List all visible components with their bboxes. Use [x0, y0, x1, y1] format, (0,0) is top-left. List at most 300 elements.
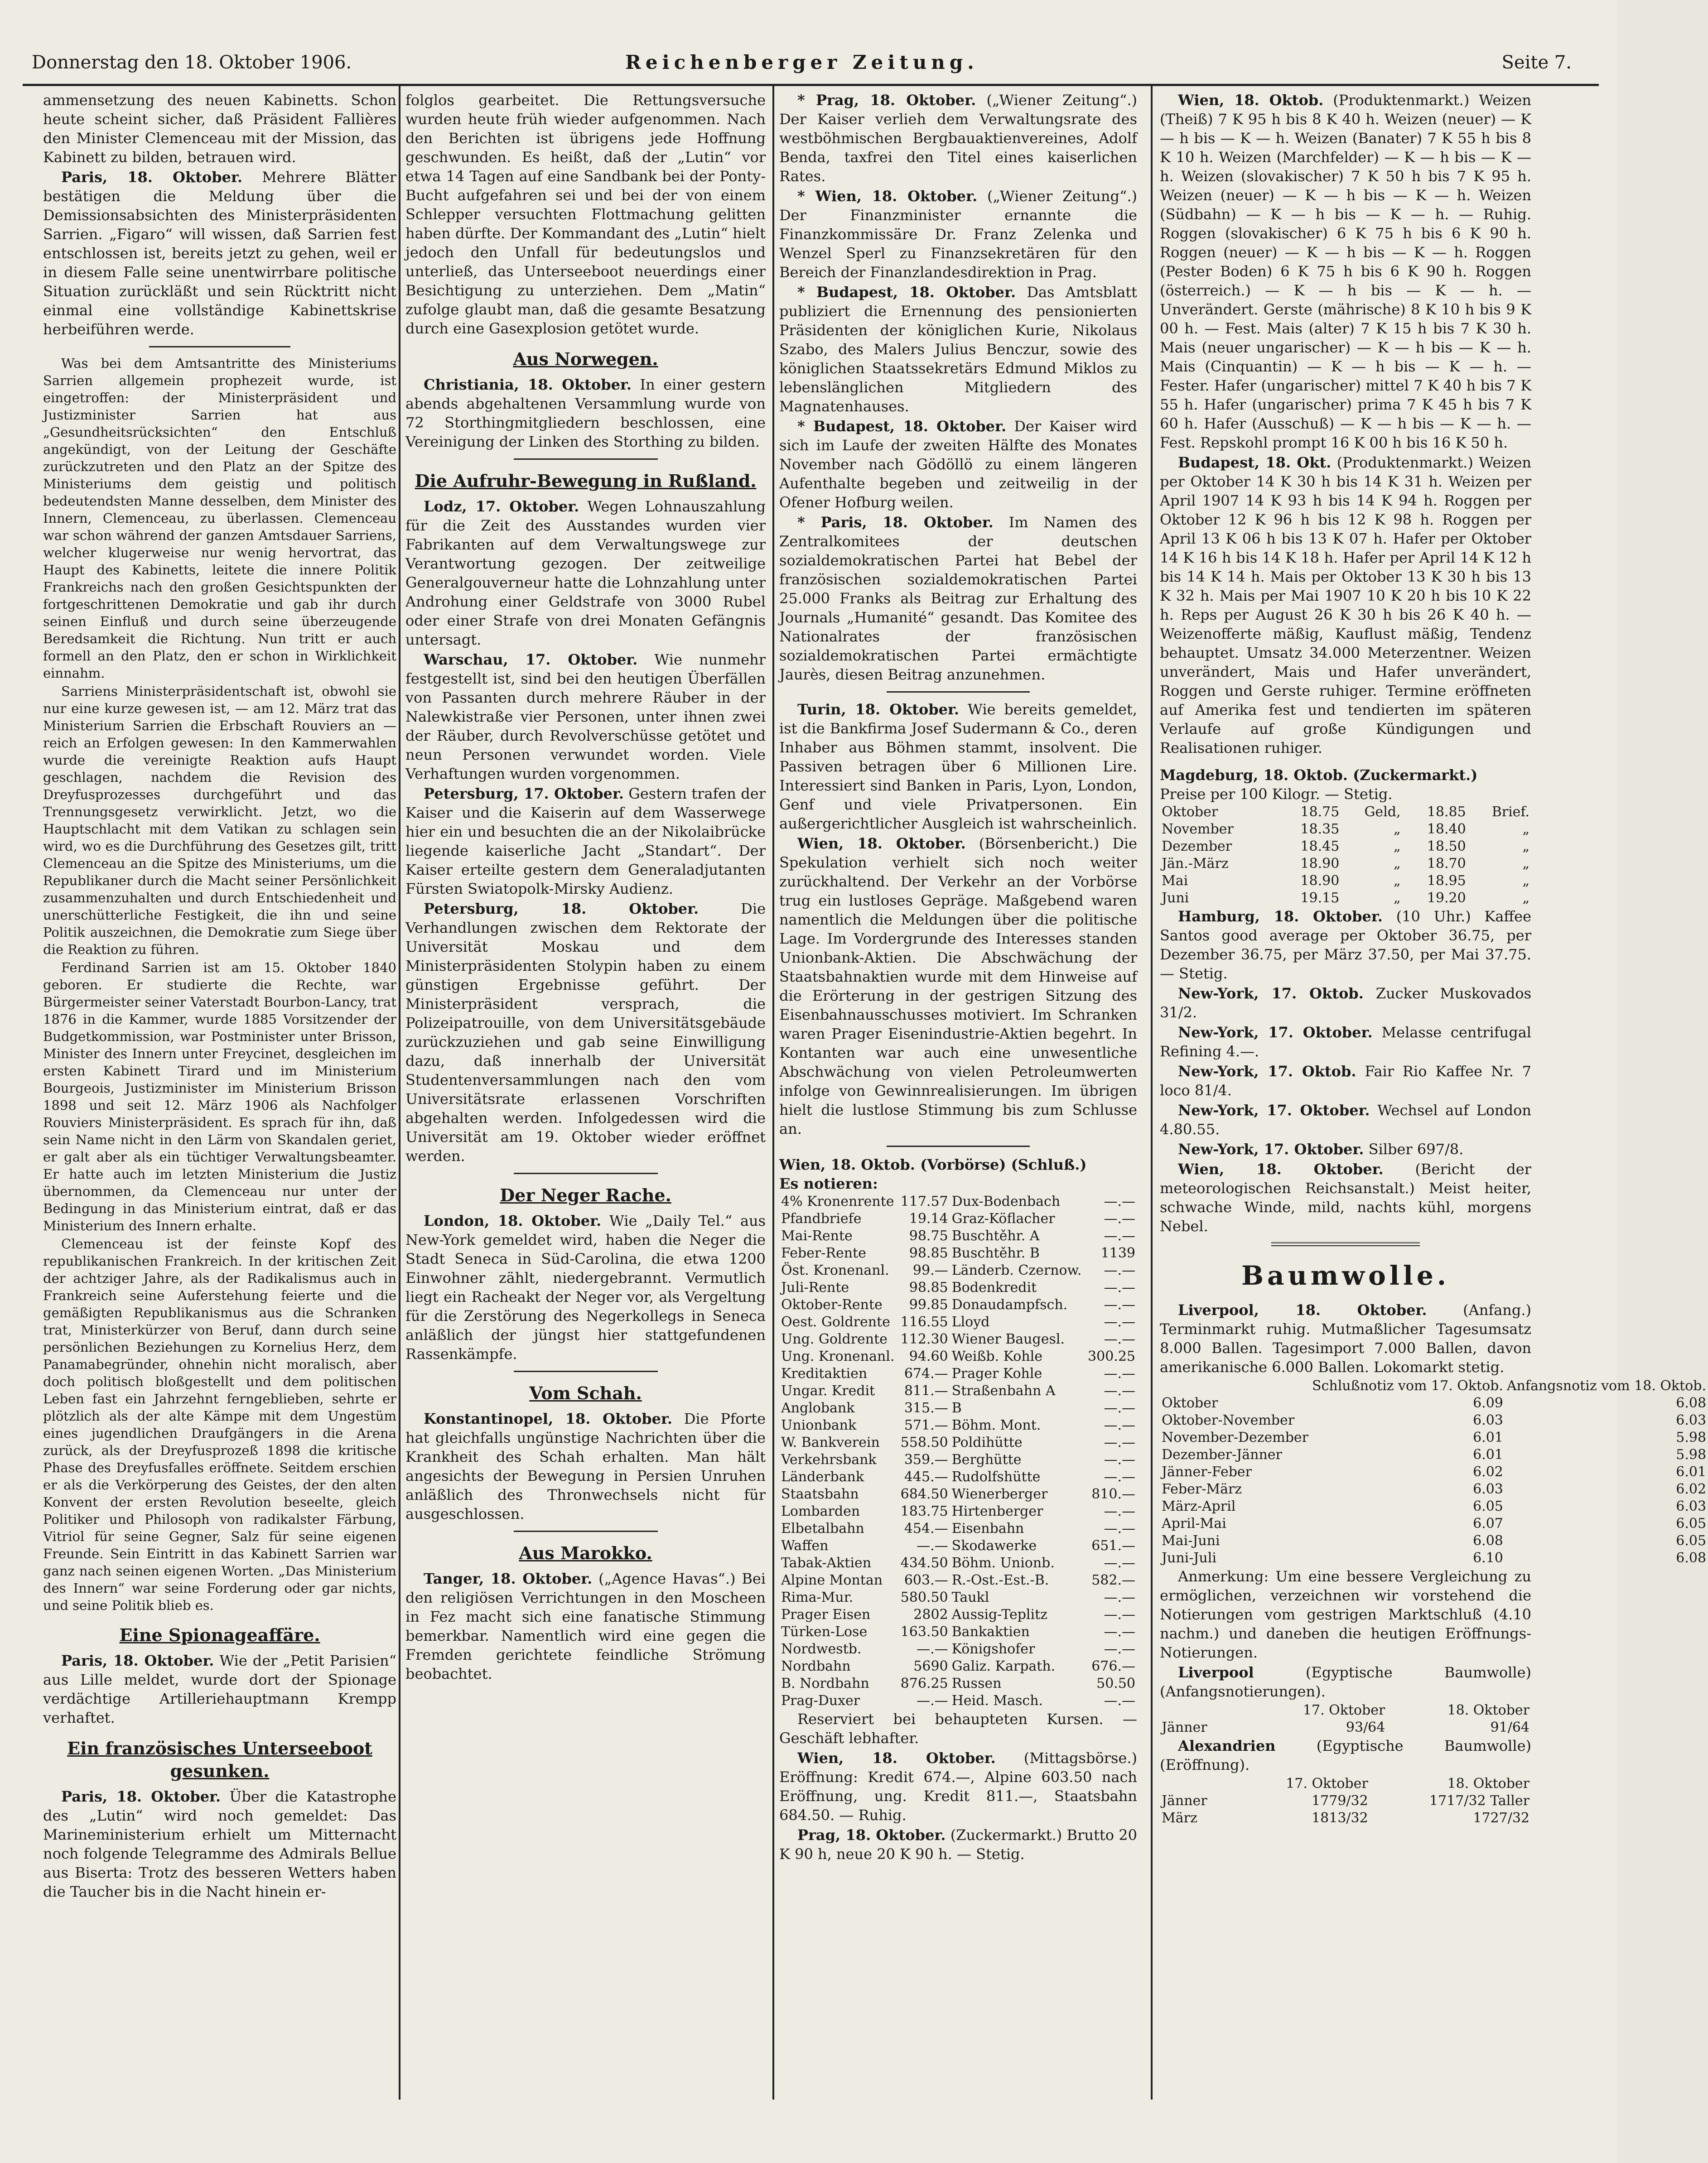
- table-cell: 6.02: [1676, 1481, 1707, 1497]
- article-paragraph: [779, 1749, 1137, 1825]
- article-text: Wechsel auf London 4.80.55.: [1160, 1102, 1532, 1138]
- table-cell: Wiener Baugesl.: [951, 1331, 1065, 1347]
- table-row: [779, 1692, 1137, 1710]
- table-header-cell: 18. Oktober: [1447, 1776, 1529, 1792]
- separator: [514, 1531, 658, 1532]
- table-cell: —.—: [917, 1693, 948, 1709]
- table-cell: Donaudampfsch.: [951, 1297, 1068, 1313]
- egyptian-cotton-table: [1160, 1775, 1531, 1827]
- dateline: Wien, 18. Oktob.: [1178, 92, 1324, 109]
- table-cell: Oktober: [1162, 1395, 1218, 1411]
- table-row: [779, 1279, 1137, 1296]
- table-row: [779, 1658, 1137, 1675]
- dateline: Lodz, 17. Oktober.: [424, 498, 579, 515]
- article-text: (Mittagsbörse.) Eröffnung: Kredit 674.—, Alpine 603.50 nach Eröffnung, ung. Kredit 811.—, Staatsbahn 684.50. — Ruhig.: [779, 1749, 1138, 1824]
- table-cell: —.—: [1104, 1331, 1135, 1347]
- table-cell: 1727/32: [1473, 1810, 1529, 1826]
- article-paragraph: Reserviert bei behaupteten Kursen. — Geschäft lebhafter.: [779, 1710, 1137, 1747]
- table-cell: 91/64: [1490, 1720, 1529, 1735]
- table-cell: —.—: [1104, 1641, 1135, 1657]
- table-cell: Unionbank: [781, 1417, 857, 1433]
- table-cell: —.—: [1104, 1590, 1135, 1605]
- table-row: [779, 1245, 1137, 1262]
- column-rule: [772, 86, 774, 2100]
- article-text: (Bericht der meteorologischen Reichsanstalt.) Meist heiter, schwache Winde, mild, nachts kühl, morgens Nebel.: [1160, 1161, 1532, 1235]
- table-cell: Prager Kohle: [951, 1366, 1042, 1382]
- table-row: [779, 1675, 1137, 1692]
- table-cell: März: [1162, 1810, 1197, 1826]
- table-cell: 94.60: [909, 1349, 948, 1364]
- article-text: Wie „Daily Tel.“ aus New-York gemeldet wird, haben die Neger die Stadt Seneca in Süd-Carolina, die etwa 1200 Einwohner zählt, niedergebrannt. Vermutlich liegt ein Racheakt der Neger vor, als Vergeltung für die Zerstörung des Negerkollegs in Seneca anläßlich der jüngst hier stattgefundenen Rassenkämpfe.: [405, 1212, 766, 1363]
- table-cell: Straßenbahn A: [951, 1383, 1056, 1399]
- dateline: Hamburg, 18. Oktober.: [1178, 908, 1383, 925]
- article-paragraph: [1160, 1101, 1531, 1139]
- table-cell: 18.95: [1427, 873, 1466, 889]
- table-cell: Eisenbahn: [951, 1521, 1024, 1537]
- article-paragraph: [779, 1826, 1137, 1864]
- table-row: [779, 1400, 1137, 1417]
- table-cell: Brief.: [1491, 804, 1529, 820]
- article-paragraph: Clemenceau ist der feinste Kopf des republikanischen Frankreich. In der kritischen Zeit der achtziger Jahre, als der Radikalismus auch in Frankreich seine Auferstehung feierte und die gemäßigten Republikanismus aus die Schranken trat, Ministerkürzer von Beruf, dann durch seine persönlichen Beziehungen zu Kornelius Herz, dem Panamabegründer, ohnehin nicht moralisch, aber doch politisch bloßgestellt und dem politischen Leben fast ein Jahrzehnt ferngeblieben, sehrte er plötzlich als der alte Kämpe mit dem Ungestüm eines jugendlichen Draufgängers in die Arena zurück, als der Dreyfusprozeß 1898 die kritische Phase des Dreyfusfalles eröffnete. Seitdem erschien er als die Verkörperung des Geistes, der den alten Konvent der ersten Revolution beseelte, gleich Politiker und Philosoph von radikalster Färbung, Vitriol für seine Gegner, Salz für seine eigenen Freunde. Sein Eintritt in das Kabinett Sarrien war ganz nach seinen eigenen Worten. „Das Ministerium des Innern“ war seine Forderung oder gar nichts, und seine Politik blieb es.: [43, 1236, 396, 1613]
- table-cell: Pfandbriefe: [781, 1211, 862, 1227]
- egyptian-cotton-table: [1160, 1702, 1531, 1736]
- dateline: Paris, 18. Oktober.: [61, 1788, 221, 1805]
- table-row: [779, 1451, 1137, 1469]
- table-cell: Buschtěhr. A: [951, 1228, 1040, 1244]
- table-cell: —.—: [1104, 1469, 1135, 1485]
- separator: [887, 1146, 1030, 1147]
- table-cell: —.—: [1104, 1521, 1135, 1537]
- table-row: [1160, 838, 1531, 855]
- table-cell: „: [1522, 838, 1529, 854]
- table-cell: Bodenkredit: [951, 1280, 1037, 1296]
- table-cell: —.—: [1104, 1624, 1135, 1640]
- table-cell: März-April: [1162, 1498, 1236, 1514]
- table-cell: 6.03: [1676, 1498, 1707, 1514]
- article-text: (Produktenmarkt.) Weizen (Theiß) 7 K 95 h bis 8 K 40 h. Weizen (neuer) — K — h bis — K — h. Weizen (Banater) 7 K 55 h bis 8 K 10 h. Weizen (Marchfelder) — K — h bis — K — h. Weizen (slovakischer) 7 K 50 h bis 7 K 95 h. Weizen (neuer) — K — h bis — K — h. Weizen (Südbahn) — K — h bis — K — h. — Ruhig. Roggen (slovakischer) 6 K 75 h bis 6 K 90 h. Roggen (neuer) — K — h bis — K — h. Roggen (Pester Boden) 6 K 75 h bis 6 K 90 h. Roggen (österreich.) — K — h bis — K — h. — Unverändert. Gerste (mährische) 8 K 10 h bis 9 K 00 h. — Fest. Mais (alter) 7 K 15 h bis 7 K 30 h. Mais (neuer ungarischer) — K — h bis — K — h. Mais (Cinquantin) — K — h bis — K — h. — Fester. Hafer (ungarischer) mittel 7 K 40 h bis 7 K 55 h. Hafer (ungarischer) prima 7 K 45 h bis 7 K 60 h. Hafer (Ausschuß) — K — h bis — K — h. — Fest. Repskohl prompt 16 K 00 h bis 16 K 50 h.: [1160, 92, 1532, 451]
- article-text: (Börsenbericht.) Die Spekulation verhielt sich noch weiter zurückhaltend. Der Verkehr an der Vorbörse trug ein lustloses Gepräge. Maßgebend waren namentlich die Meldungen über die politische Lage. Im Vordergrunde des Interesses standen Unionbank-Aktien. Die Abschwächung der Staatsbahnaktien wurde mit dem Hinweise auf die Erörterung in der gestrigen Sitzung des Eisenbahnausschusses motiviert. Im Schranken waren Prager Eisenindustrie-Aktien begehrt. In Kontanten war auch eine unwesentliche Abschwächung von vielen Petroleumwerten infolge von Gewinnrealisierungen. Im übrigen hielt die lustlose Stimmung bis zum Schlusse an.: [779, 835, 1138, 1137]
- table-cell: Oktober-November: [1162, 1412, 1295, 1428]
- cotton-table: [1160, 1378, 1708, 1567]
- header-date: Donnerstag den 18. Oktober 1906.: [32, 52, 352, 73]
- table-cell: —.—: [1104, 1607, 1135, 1623]
- exchange-subheading: Es notieren:: [779, 1175, 878, 1192]
- table-row: [779, 1623, 1137, 1641]
- masthead: Reichenberger Zeitung.: [625, 51, 979, 73]
- dateline: * Paris, 18. Oktober.: [797, 514, 994, 531]
- article-paragraph: [405, 1409, 766, 1523]
- table-cell: 93/64: [1346, 1720, 1385, 1735]
- table-cell: 810.—: [1091, 1486, 1135, 1502]
- table-cell: —.—: [1104, 1280, 1135, 1296]
- table-cell: Lombarden: [781, 1503, 860, 1519]
- table-cell: Jänner-Feber: [1162, 1464, 1252, 1480]
- table-cell: Länderbank: [781, 1469, 864, 1485]
- article-paragraph: [779, 417, 1137, 512]
- article-text: Wegen Lohnauszahlung für die Zeit des Ausstandes wurden vier Fabrikanten auf dem Verwaltungswege zur Verantwortung gezogen. Der zeitweilige Generalgouverneur hatte die Lohnzahlung unter Androhung einer Geldstrafe von 3000 Rubel oder einer Strafe von drei Monaten Gefängnis untersagt.: [405, 498, 766, 648]
- table-cell: —.—: [1104, 1452, 1135, 1468]
- table-cell: 6.03: [1676, 1412, 1707, 1428]
- dateline: New-York, 17. Oktob.: [1178, 1063, 1356, 1080]
- article-paragraph: [1160, 1140, 1531, 1159]
- table-row: [779, 1572, 1137, 1589]
- table-cell: 5.98: [1676, 1430, 1707, 1445]
- table-row: [779, 1503, 1137, 1520]
- table-header-cell: [1160, 1378, 1310, 1395]
- article-paragraph: [43, 168, 396, 339]
- table-cell: W. Bankverein: [781, 1435, 880, 1450]
- table-cell: Feber-Rente: [781, 1245, 866, 1261]
- table-cell: 99.—: [912, 1262, 948, 1278]
- table-cell: 1717/32 Taller: [1429, 1793, 1529, 1809]
- page-header: [23, 48, 1599, 84]
- table-cell: Böhm. Unionb.: [951, 1555, 1055, 1571]
- table-cell: —.—: [1104, 1211, 1135, 1227]
- table-cell: Anglobank: [781, 1400, 855, 1416]
- table-row: [779, 1348, 1137, 1365]
- table-cell: 6.10: [1473, 1550, 1503, 1566]
- table-cell: Poldihütte: [951, 1435, 1023, 1450]
- table-row: [779, 1365, 1137, 1383]
- column-rule: [399, 86, 400, 2100]
- table-cell: 811.—: [904, 1383, 948, 1399]
- table-cell: Prager Eisen: [781, 1607, 871, 1623]
- table-cell: Dezember: [1162, 838, 1232, 854]
- table-cell: 117.57: [900, 1194, 948, 1209]
- table-cell: —.—: [917, 1538, 948, 1554]
- table-cell: Skodawerke: [951, 1538, 1037, 1554]
- table-cell: Kreditaktien: [781, 1366, 868, 1382]
- table-row: [1160, 872, 1531, 890]
- separator: [514, 1371, 658, 1372]
- article-paragraph: [1160, 1301, 1531, 1377]
- separator: [149, 346, 290, 347]
- separator: [514, 458, 658, 460]
- table-cell: 99.85: [909, 1297, 948, 1313]
- separator: [514, 1173, 658, 1174]
- section-heading: Vom Schah.: [529, 1383, 642, 1403]
- dateline: Petersburg, 17. Oktober.: [424, 785, 624, 802]
- table-cell: Mai-Juni: [1162, 1533, 1220, 1549]
- table-row: [1160, 1719, 1531, 1736]
- article-text: Melasse centrifugal Refining 4.—.: [1160, 1024, 1532, 1060]
- table-cell: 684.50: [900, 1486, 948, 1502]
- table-cell: Prag-Duxer: [781, 1693, 860, 1709]
- dateline: New-York, 17. Oktober.: [1178, 1024, 1373, 1041]
- dateline: * Budapest, 18. Oktober.: [797, 418, 1007, 435]
- column-1: [43, 91, 396, 2145]
- article-text: Mehrere Blätter bestätigen die Meldung über die Demissionsabsichten des Ministerpräsidenten Sarrien. „Figaro“ will wissen, daß Sarrien fest entschlossen ist, bereits jetzt zu gehen, weil er in diesem Falle seine unentwirrbare politische Situation zurückläßt und sein Rücktritt nicht einmal eine vollständige Kabinettskrise herbeiführen werde.: [43, 169, 396, 338]
- table-cell: 651.—: [1091, 1538, 1135, 1554]
- dateline: Konstantinopel, 18. Oktober.: [424, 1410, 673, 1427]
- table-cell: Geld,: [1364, 804, 1401, 820]
- exchange-heading: Wien, 18. Oktob. (Vorbörse) (Schluß.): [779, 1156, 1087, 1173]
- table-cell: B. Nordbahn: [781, 1676, 869, 1691]
- table-cell: —.—: [1104, 1297, 1135, 1313]
- article-paragraph: [1160, 907, 1531, 983]
- article-text: Silber 697/8.: [1368, 1141, 1464, 1158]
- article-paragraph: [1160, 1736, 1531, 1774]
- table-cell: 6.03: [1473, 1412, 1503, 1428]
- table-cell: Dezember-Jänner: [1162, 1447, 1282, 1463]
- table-cell: 116.55: [900, 1314, 948, 1330]
- article-paragraph: Ferdinand Sarrien ist am 15. Oktober 1840 geboren. Er studierte die Rechte, war Bürgermeister seiner Vaterstadt Bourbon-Lancy, trat 1876 in die Kammer, wurde 1885 Vorsitzender der Budgetkommission, war Postminister unter Brisson, Minister des Innern unter Freycinet, desgleichen im ersten Kabinett Tirard und im Ministerium Bourgeois, Justizminister im Ministerium Brisson 1898 und seit 12. März 1906 als Nachfolger Rouviers Ministerpräsident. Es sprach für ihn, daß sein Name nicht in den Lärm von Skandalen geriet, er galt aber als ein tüchtiger Verwaltungsbeamter. Er hatte auch im letzten Ministerium die Justiz übernommen, da Clemenceau nur unter der Bedingung in das Ministerium eintrat, daß er das Ministerium des Innern erhalte.: [43, 960, 396, 1233]
- article-text: Über die Katastrophe des „Lutin“ wird noch gemeldet: Das Marineministerium erhielt um Mitternacht noch folgende Telegramme des Admirals Bellue aus Biserta: Trotz des besseren Wetters haben die Taucher bis in die Nacht hinein er-: [43, 1788, 396, 1900]
- table-row: [779, 1537, 1137, 1555]
- table-cell: —.—: [1104, 1503, 1135, 1519]
- table-cell: 315.—: [904, 1400, 948, 1416]
- dateline: Wien, 18. Oktober.: [797, 1749, 996, 1767]
- table-header-cell: Schlußnotiz vom 17. Oktob.: [1312, 1378, 1503, 1394]
- dateline: Warschau, 17. Oktober.: [424, 651, 638, 668]
- section-heading: Der Neger Rache.: [500, 1185, 671, 1205]
- exchange-table: [779, 1193, 1137, 1710]
- table-cell: Lloyd: [951, 1314, 990, 1330]
- table-cell: —.—: [1104, 1693, 1135, 1709]
- table-row: [1160, 821, 1531, 838]
- table-cell: Waffen: [781, 1538, 829, 1554]
- table-cell: 571.—: [904, 1417, 948, 1433]
- table-cell: —.—: [1104, 1435, 1135, 1450]
- table-cell: 1779/32: [1312, 1793, 1368, 1809]
- table-cell: Dux-Bodenbach: [951, 1194, 1061, 1209]
- table-row: [1160, 1792, 1531, 1810]
- article-text: („Agence Havas“.) Bei den religiösen Verrichtungen in den Moscheen in Fez macht sich eine fanatische Stimmung bemerkbar. Namentlich wird eine gegen die Fremden gerichtete feindliche Strömung beobachtet.: [405, 1570, 766, 1682]
- table-row: [1160, 1810, 1531, 1827]
- table-cell: Oktober-Rente: [781, 1297, 883, 1313]
- article-paragraph: [779, 283, 1137, 416]
- table-cell: Rima-Mur.: [781, 1590, 854, 1605]
- table-cell: 18.70: [1427, 856, 1466, 872]
- article-text: Wie bereits gemeldet, ist die Bankfirma Josef Sudermann & Co., deren Inhaber aus Böhmen stammt, insolvent. Die Passiven betragen über 6 Millionen Lire. Interessiert sind Banken in Paris, Lyon, London, Genf und viele Privatpersonen. Ein außergerichtlicher Ausgleich ist wahrscheinlich.: [779, 701, 1138, 832]
- article-text: (10 Uhr.) Kaffee Santos good average per Oktober 36.75, per Dezember 36.75, per März 37.50, per Mai 37.75. — Stetig.: [1160, 908, 1532, 982]
- table-cell: Rudolfshütte: [951, 1469, 1041, 1485]
- table-cell: R.-Ost.-Est.-B.: [951, 1572, 1049, 1588]
- table-row: [779, 1228, 1137, 1245]
- table-header-cell: 17. Oktober: [1286, 1776, 1368, 1792]
- table-cell: Juni: [1162, 890, 1189, 906]
- table-cell: Taukl: [951, 1590, 989, 1605]
- article-text: Die Verhandlungen zwischen dem Rektorate der Universität Moskau und dem Ministerpräsidenten Stolypin haben zu einem günstigen Ergebnisse geführt. Der Ministerpräsident versprach, die Polizeipatrouille, von dem Universitätsgebäude zurückzuziehen und gab seine Einwilligung dazu, daß innerhalb der Universität Studentenversammlungen nach den vom Universitätsrate erlassenen Vorschriften abgehalten werden. Infolgedessen wird die Universität am 19. Oktober wieder eröffnet werden.: [405, 900, 766, 1165]
- table-cell: Heid. Masch.: [951, 1693, 1043, 1709]
- table-cell: 2802: [913, 1607, 948, 1623]
- table-cell: —.—: [1104, 1314, 1135, 1330]
- table-cell: Jänner: [1162, 1793, 1207, 1809]
- table-cell: 1813/32: [1312, 1810, 1368, 1826]
- article-paragraph: [1160, 1160, 1531, 1236]
- table-cell: 300.25: [1088, 1349, 1135, 1364]
- article-text: (Egyptische Baumwolle) (Anfangsnotierungen).: [1160, 1664, 1531, 1700]
- table-row: [1160, 804, 1531, 821]
- table-cell: Juni-Juli: [1162, 1550, 1216, 1566]
- table-cell: 6.03: [1473, 1481, 1503, 1497]
- table-cell: 6.08: [1473, 1533, 1503, 1549]
- dateline: Prag, 18. Oktober.: [797, 1826, 946, 1844]
- article-text: (Produktenmarkt.) Weizen per Oktober 14 K 30 h bis 14 K 31 h. Weizen per April 1907 14 K 93 h bis 14 K 94 h. Roggen per Oktober 12 K 96 h bis 12 K 98 h. Roggen per April 13 K 06 h bis 13 K 07 h. Hafer per Oktober 14 K 16 h bis 14 K 18 h. Hafer per April 14 K 12 h bis 14 K 14 h. Mais per Oktober 13 K 30 h bis 13 K 32 h. Mais per Mai 1907 10 K 20 h bis 10 K 22 h. Reps per August 26 K 30 h bis 26 K 40 h. — Weizenofferte mäßig, Kauflust mäßig, Tendenz behauptet. Umsatz 34.000 Meterzentner. Weizen unverändert, Mais und Hafer unverändert, Roggen und Gerste ruhiger. Termine eröffneten auf Amerika fest und tendierten im späteren Verlaufe auf große Kündigungen und Realisationen ruhiger.: [1160, 454, 1531, 756]
- table-row: [779, 1606, 1137, 1623]
- column-2: [405, 91, 766, 2145]
- column-rule: [1151, 86, 1153, 2100]
- separator: [1271, 1242, 1420, 1246]
- table-row: [1160, 1446, 1708, 1464]
- article-text: Das Amtsblatt publiziert die Ernennung des pensionierten Präsidenten der königlichen Kurie, Nikolaus Szabo, des Malers Julius Benczur, sowie des königlichen Staatssekretärs Edmund Miklos zu lebenslänglichen Mitgliedern des Magnatenhauses.: [779, 284, 1138, 415]
- dateline: Liverpool, 18. Oktober.: [1178, 1301, 1427, 1319]
- table-header-cell: 17. Oktober: [1303, 1702, 1385, 1718]
- article-paragraph: Was bei dem Amtsantritte des Ministeriums Sarrien allgemein prophezeit wurde, ist eingetroffen: der Ministerpräsident und Justizminister Sarrien hat aus „Gesundheitsrücksichten“ den Entschluß angekündigt, von der Leitung der Geschäfte zurückzutreten und den Platz an der Spitze des Ministeriums dem geistig und politisch bedeutendsten Manne desselben, dem Minister des Innern, Clemenceau, zu überlassen. Clemenceau war schon während der ganzen Amtsdauer Sarriens, welcher klugerweise nur wenig hervortrat, das Haupt des Kabinetts, leitete die innere Politik Frankreichs nach den großen Gesichtspunkten der fortgeschrittenen Demokratie und gab ihr durch seinen Einfluß und durch seine überzeugende Beredsamkeit die Richtung. Nun tritt er auch formell an den Platz, den er schon in Wirklichkeit einnahm.: [43, 356, 396, 681]
- article-text: In einer gestern abends abgehaltenen Versammlung wurde von 72 Storthingmitgliedern beschlossen, eine Vereinigung der Linken des Storthing zu bilden.: [405, 376, 766, 450]
- table-header-row: [1160, 1702, 1531, 1719]
- table-row: [1160, 1395, 1708, 1412]
- table-cell: Nordbahn: [781, 1658, 851, 1674]
- table-cell: 582.—: [1091, 1572, 1135, 1588]
- table-row: [779, 1296, 1137, 1314]
- article-paragraph: [405, 899, 766, 1166]
- dateline: * Budapest, 18. Oktober.: [797, 284, 1016, 301]
- table-cell: 19.15: [1300, 890, 1340, 906]
- dateline: Paris, 18. Oktober.: [61, 1652, 214, 1669]
- table-cell: Elbetalbahn: [781, 1521, 864, 1537]
- table-row: [779, 1262, 1137, 1279]
- table-cell: 4% Kronenrente: [781, 1194, 894, 1209]
- dateline: Turin, 18. Oktober.: [797, 701, 960, 718]
- table-cell: Berghütte: [951, 1452, 1022, 1468]
- article-paragraph: [779, 700, 1137, 833]
- dateline: New-York, 17. Oktober.: [1178, 1102, 1370, 1119]
- article-text: Fair Rio Kaffee Nr. 7 loco 81/4.: [1160, 1063, 1532, 1099]
- table-row: [779, 1193, 1137, 1210]
- dateline: New-York, 17. Oktob.: [1178, 985, 1364, 1002]
- table-row: [779, 1469, 1137, 1486]
- table-cell: 98.85: [909, 1280, 948, 1296]
- dateline: London, 18. Oktober.: [424, 1212, 602, 1229]
- table-cell: 6.01: [1676, 1464, 1707, 1480]
- table-cell: 359.—: [904, 1452, 948, 1468]
- table-cell: Graz-Köflacher: [951, 1211, 1055, 1227]
- table-row: [1160, 1464, 1708, 1481]
- table-cell: Ung. Kronenanl.: [781, 1349, 895, 1364]
- article-paragraph: [43, 1787, 396, 1901]
- table-cell: 6.09: [1473, 1395, 1503, 1411]
- table-cell: 6.02: [1473, 1464, 1503, 1480]
- article-paragraph: [1160, 453, 1531, 757]
- table-cell: 183.75: [900, 1503, 948, 1519]
- table-cell: 98.75: [909, 1228, 948, 1244]
- dateline: Budapest, 18. Okt.: [1178, 454, 1332, 471]
- table-cell: Wienerberger: [951, 1486, 1048, 1502]
- table-row: [779, 1383, 1137, 1400]
- dateline: Petersburg, 18. Oktober.: [424, 900, 699, 917]
- dateline: Wien, 18. Oktober.: [797, 835, 966, 852]
- column-3: [779, 91, 1137, 2145]
- table-row: [779, 1210, 1137, 1228]
- table-row: [1160, 855, 1531, 872]
- table-cell: Türken-Lose: [781, 1624, 868, 1640]
- table-cell: 6.07: [1473, 1516, 1503, 1532]
- table-cell: 434.50: [900, 1555, 948, 1571]
- table-cell: Ung. Goldrente: [781, 1331, 888, 1347]
- table-cell: 18.35: [1300, 821, 1340, 837]
- article-paragraph: [779, 513, 1137, 684]
- sugar-subheading: Preise per 100 Kilogr. — Stetig.: [1160, 785, 1393, 803]
- table-cell: Alpine Montan: [781, 1572, 883, 1588]
- table-cell: Juli-Rente: [781, 1280, 849, 1296]
- table-cell: 18.85: [1427, 804, 1466, 820]
- table-cell: „: [1393, 821, 1401, 837]
- article-paragraph: folglos gearbeitet. Die Rettungsversuche wurden heute früh wieder aufgenommen. Nach den Berichten ist übrigens jede Hoffnung geschwunden. Es heißt, daß der „Lutin“ vor etwa 14 Tagen auf eine Sandbank bei der Ponty-Bucht aufgefahren sei und bei der von einem Schlepper versuchten Flottmachung gelitten haben dürfte. Der Kommandant des „Lutin“ hielt jedoch den Unfall für bedeutungslos und unterließ, das Unterseeboot neuerdings einer Besichtigung zu unterziehen. Dem „Matin“ zufolge glaubt man, daß die gesamte Besatzung durch eine Gasexplosion getötet wurde.: [405, 92, 766, 337]
- article-paragraph: Anmerkung: Um eine bessere Vergleichung zu ermöglichen, verzeichnen wir vorstehend die Notierungen vom gestrigen Marktschluß (4.10 nachm.) und daneben die heutigen Eröffnungs-Notierungen.: [1160, 1568, 1531, 1661]
- article-paragraph: [779, 91, 1137, 186]
- table-cell: 6.08: [1676, 1395, 1707, 1411]
- dateline: * Wien, 18. Oktober.: [797, 188, 978, 205]
- table-cell: 676.—: [1091, 1658, 1135, 1674]
- article-text: (Egyptische Baumwolle) (Eröffnung).: [1160, 1737, 1531, 1773]
- table-row: [779, 1331, 1137, 1348]
- dateline: Paris, 18. Oktober.: [61, 169, 243, 186]
- table-row: [1160, 1498, 1708, 1515]
- separator: [887, 691, 1030, 693]
- table-cell: Königshofer: [951, 1641, 1035, 1657]
- table-cell: Oest. Goldrente: [781, 1314, 890, 1330]
- table-cell: 19.14: [909, 1211, 948, 1227]
- dateline: Alexandrien: [1178, 1737, 1276, 1754]
- table-cell: „: [1522, 873, 1529, 889]
- article-text: (Zuckermarkt.) Brutto 20 K 90 h, neue 20 K 90 h. — Stetig.: [779, 1826, 1138, 1863]
- table-cell: Staatsbahn: [781, 1486, 859, 1502]
- table-row: [1160, 890, 1531, 907]
- table-row: [1160, 1481, 1708, 1498]
- table-cell: 18.40: [1427, 821, 1466, 837]
- table-row: [779, 1486, 1137, 1503]
- article-paragraph: [1160, 1062, 1531, 1100]
- table-cell: Ungar. Kredit: [781, 1383, 875, 1399]
- article-text: Der Kaiser wird sich im Laufe der zweiten Hälfte des Monates November nach Gödöllö zu einem längeren Aufenthalte begeben und zeitweilig in der Ofener Hofburg weilen.: [779, 418, 1138, 511]
- table-row: [779, 1641, 1137, 1658]
- article-text: Die Pforte hat gleichfalls ungünstige Nachrichten über die Krankheit des Schah erhalten. Man hält angesichts der Bewegung in Persien Unruhen anläßlich des Thronwechsels nicht für ausgeschlossen.: [405, 1410, 766, 1522]
- section-heading: Aus Norwegen.: [513, 349, 658, 369]
- table-cell: 6.01: [1473, 1430, 1503, 1445]
- table-cell: Nordwestb.: [781, 1641, 862, 1657]
- article-paragraph: [405, 1569, 766, 1683]
- section-heading: Eine Spionageaffäre.: [119, 1625, 320, 1645]
- dateline: New-York, 17. Oktober.: [1178, 1141, 1364, 1158]
- sugar-heading: Magdeburg, 18. Oktob. (Zuckermarkt.): [1160, 766, 1478, 784]
- table-cell: 18.90: [1300, 873, 1340, 889]
- table-cell: „: [1393, 873, 1401, 889]
- table-cell: 1139: [1100, 1245, 1135, 1261]
- dateline: Liverpool: [1178, 1664, 1254, 1681]
- article-paragraph: [1160, 1663, 1531, 1701]
- article-text: Wie nunmehr festgestellt ist, sind bei den heutigen Überfällen von Passanten durch mehrere Räuber in der Nalewkistraße vier Personen, unter ihnen zwei der Räuber, durch Revolverschüsse getötet und neun Personen verwundet worden. Viele Verhaftungen wurden vorgenommen.: [405, 651, 766, 782]
- table-cell: Weißb. Kohle: [951, 1349, 1043, 1364]
- table-cell: Hirtenberger: [951, 1503, 1043, 1519]
- table-cell: Russen: [951, 1676, 1002, 1691]
- article-paragraph: [779, 187, 1137, 282]
- table-row: [779, 1417, 1137, 1434]
- dateline: Christiania, 18. Oktober.: [424, 376, 632, 393]
- header-rule: [23, 84, 1599, 86]
- table-cell: November-Dezember: [1162, 1430, 1309, 1445]
- table-cell: 6.05: [1676, 1533, 1707, 1549]
- table-cell: —.—: [1104, 1262, 1135, 1278]
- article-paragraph: [43, 1651, 396, 1727]
- table-cell: „: [1522, 890, 1529, 906]
- table-row: [779, 1314, 1137, 1331]
- article-paragraph: [1160, 91, 1531, 452]
- table-row: [779, 1589, 1137, 1606]
- article-paragraph: [405, 1211, 766, 1363]
- table-header-cell: Anfangsnotiz vom 18. Oktob.: [1506, 1378, 1707, 1394]
- table-cell: Galiz. Karpath.: [951, 1658, 1056, 1674]
